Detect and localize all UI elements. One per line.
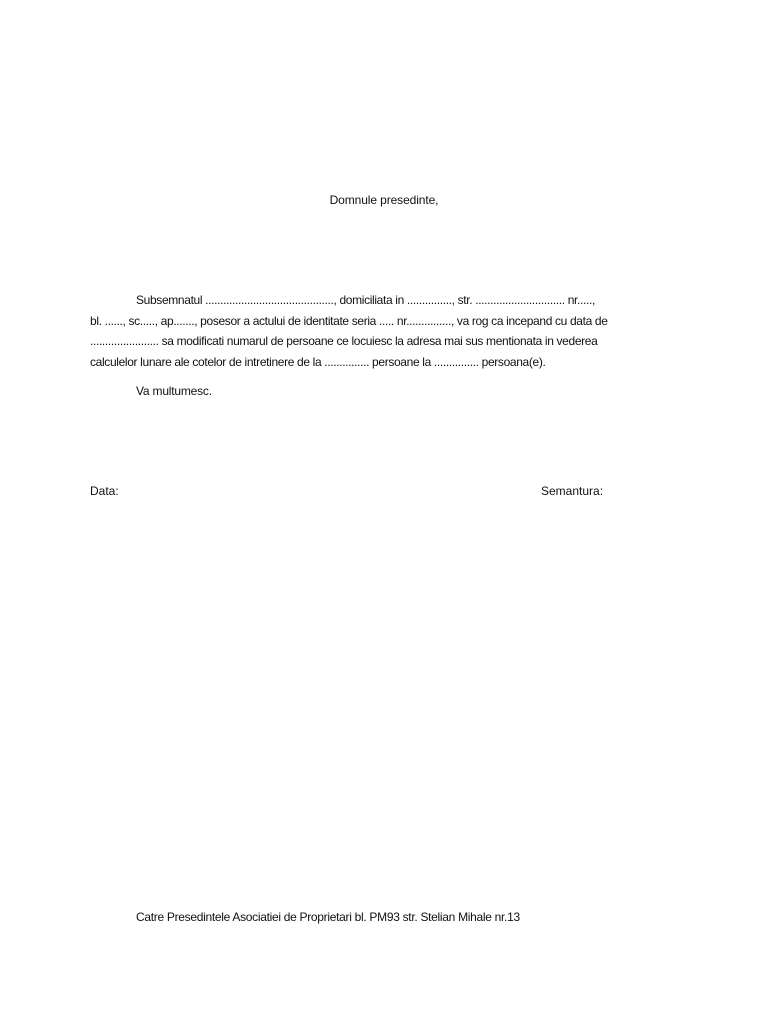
signature-label: Semantura: — [541, 484, 604, 498]
closing-thanks: Va multumesc. — [136, 384, 212, 398]
request-paragraph — [90, 290, 690, 372]
paragraph-line-1: Subsemnatul ..........................................., domiciliata in ..............., str. .............................. nr....., — [136, 293, 595, 307]
paragraph-line-2: bl. ......, sc....., ap......., posesor a actului de identitate seria ..... nr..............., va rog ca incepand cu data de — [90, 313, 608, 328]
addressee-line: Catre Presedintele Asociatiei de Proprietari bl. PM93 str. Stelian Mihale nr.13 — [136, 910, 520, 924]
date-label: Data: — [90, 484, 119, 498]
salutation: Domnule presedinte, — [329, 193, 439, 207]
paragraph-line-4: calculelor lunare ale cotelor de intretinere de la ............... persoane la ............... persoana(e). — [90, 354, 546, 369]
paragraph-line-3: ....................... sa modificati numarul de persoane ce locuiesc la adresa mai sus mentionata in vederea — [90, 334, 598, 348]
